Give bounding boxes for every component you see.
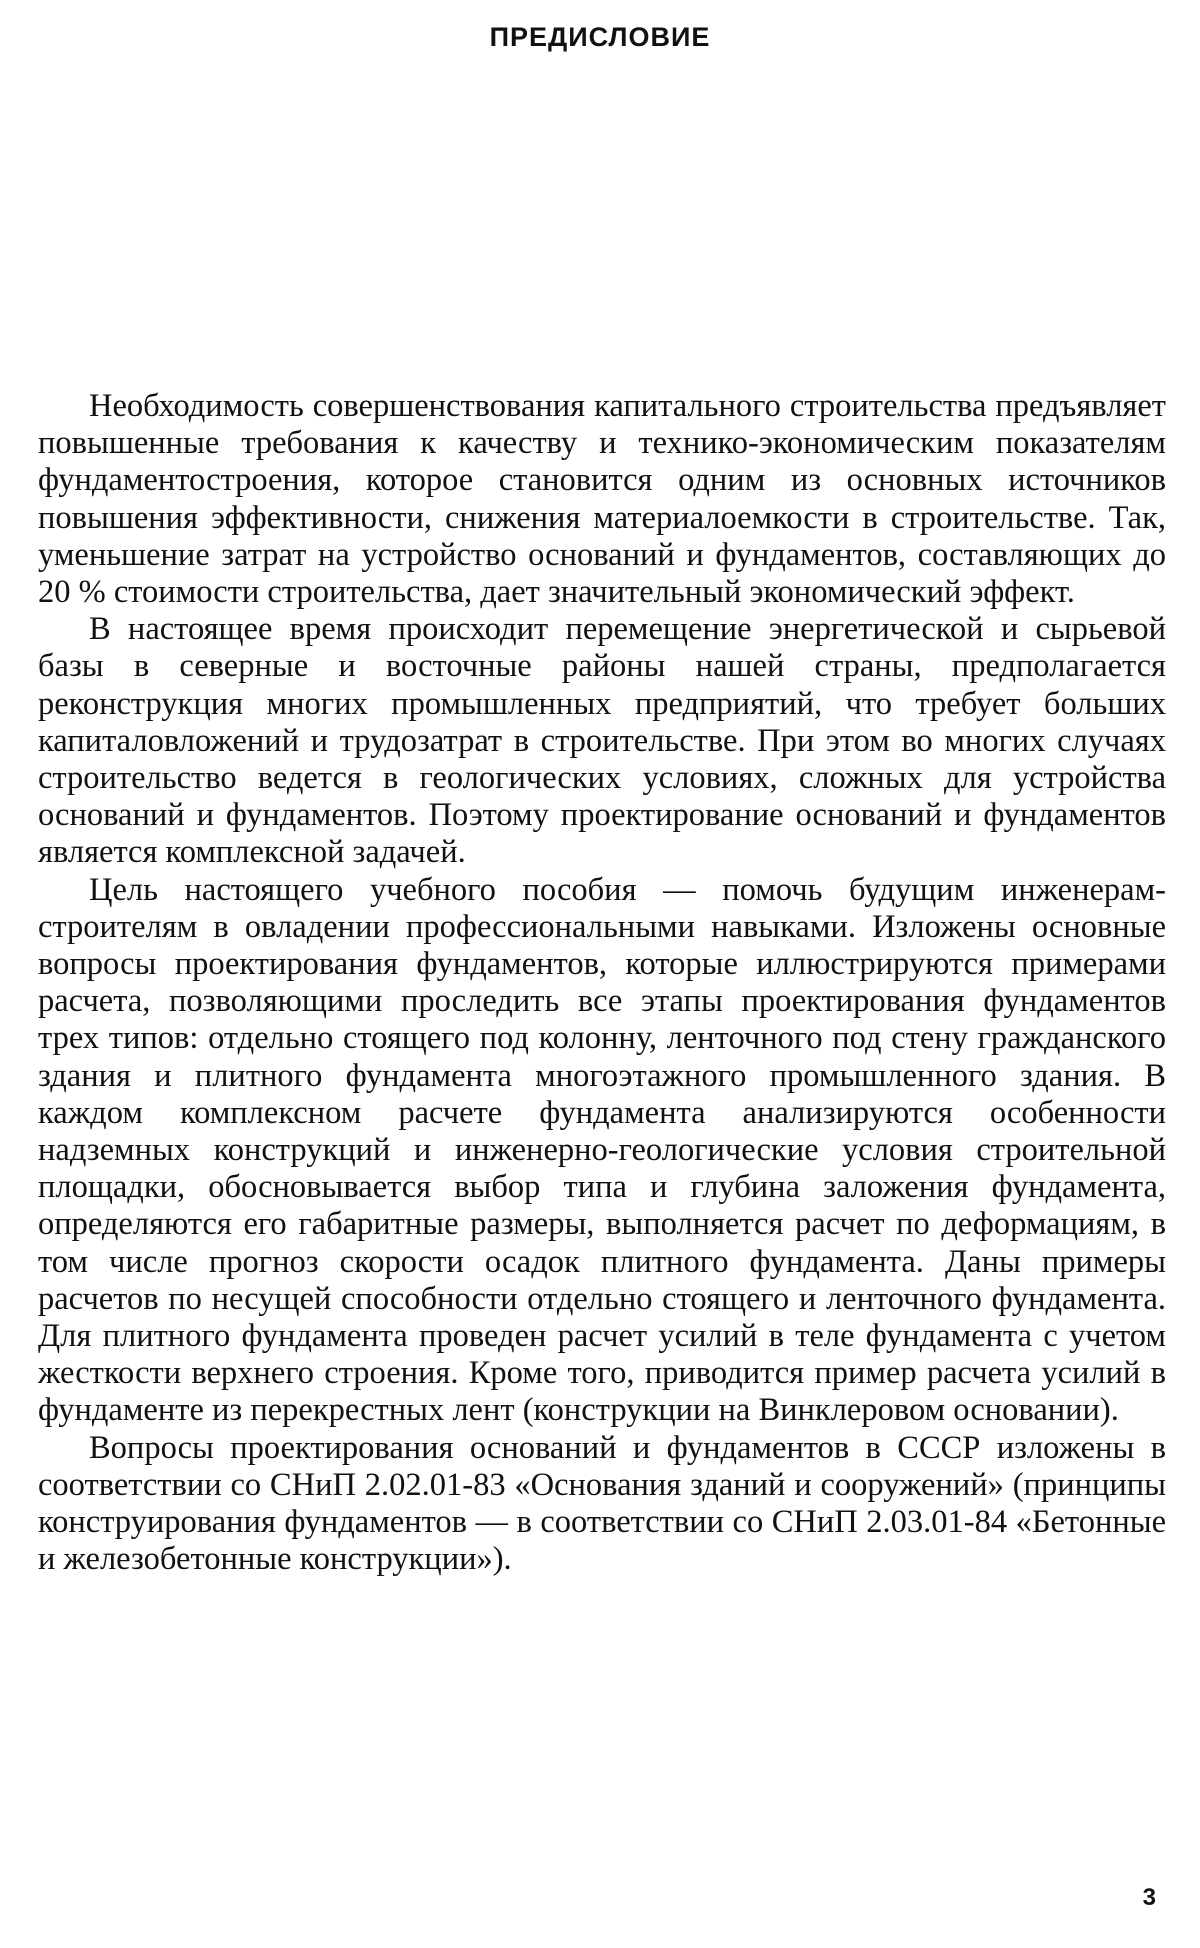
paragraph-4: Вопросы проектирования оснований и фундаментов в СССР изложены в соответствии со СНиП 2.02.01-83 «Основания зданий и сооружений» (принципы конструирования фундаментов — в соответствии со СНиП 2.03.01-84 «Бетонные и железобетонные конструкции»).: [38, 1429, 1166, 1578]
paragraph-3: Цель настоящего учебного пособия — помочь будущим инженерам-строителям в овладении профессиональными навыками. Изложены основные вопросы проектирования фундаментов, которые иллюстрируются примерами расчета, позволяющими проследить все этапы проектирования фундаментов трех типов: отдельно стоящего под колонну, ленточного под стену гражданского здания и плитного фундамента многоэтажного промышленного здания. В каждом комплексном расчете фундамента анализируются особенности надземных конструкций и инженерно-геологические условия строительной площадки, обосновывается выбор типа и глубина заложения фундамента, определяются его габаритные размеры, выполняется расчет по деформациям, в том числе прогноз скорости осадок плитного фундамента. Даны примеры расчетов по несущей способности отдельно стоящего и ленточного фундамента. Для плитного фундамента проведен расчет усилий в теле фундамента с учетом жесткости верхнего строения. Кроме того, приводится пример расчета усилий в фундаменте из перекрестных лент (конструкции на Винклеровом основании).: [38, 871, 1166, 1429]
paragraph-2: В настоящее время происходит перемещение энергетической и сырьевой базы в северные и восточные районы нашей страны, предполагается реконструкция многих промышленных предприятий, что требует больших капиталовложений и трудозатрат в строительстве. При этом во многих случаях строительство ведется в геологических условиях, сложных для устройства оснований и фундаментов. Поэтому проектирование оснований и фундаментов является комплексной задачей.: [38, 611, 1166, 871]
page-number: 3: [1142, 1884, 1156, 1911]
preface-body: [38, 388, 1166, 1579]
paragraph-1: Необходимость совершенствования капитального строительства предъявляет повышенные требования к качеству и технико-экономическим показателям фундаментостроения, которое становится одним из основных источников повышения эффективности, снижения материалоемкости в строительстве. Так, уменьшение затрат на устройство оснований и фундаментов, составляющих до 20 % стоимости строительства, дает значительный экономический эффект.: [38, 388, 1166, 611]
page-title: ПРЕДИСЛОВИЕ: [489, 22, 711, 52]
